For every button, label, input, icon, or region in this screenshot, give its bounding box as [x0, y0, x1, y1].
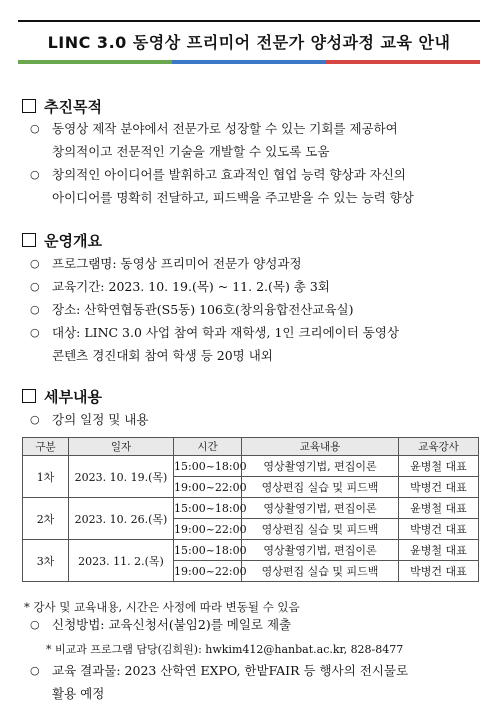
title-bar-red	[326, 60, 480, 64]
checkbox-square-icon	[22, 99, 36, 113]
col-header-instructor: 교육강사	[399, 438, 479, 456]
cell-date: 2023. 10. 26.(목)	[69, 498, 174, 540]
cell-round: 3차	[23, 540, 69, 582]
overview-item-1-text: 프로그램명: 동영상 프리미어 전문가 양성과정	[52, 256, 302, 271]
overview-item-4-line1: 대상: LINC 3.0 사업 참여 학과 재학생, 1인 크리에이터 동영상	[52, 325, 400, 340]
cell-content: 영상편집 실습 및 피드백	[242, 519, 399, 540]
title-bar-green	[18, 60, 172, 64]
cell-content: 영상촬영기법, 편집이론	[242, 498, 399, 519]
purpose-item-2-line2: 아이디어를 명확히 전달하고, 피드백을 주고받을 수 있는 능력 향상	[52, 190, 414, 205]
circle-bullet-icon: ○	[30, 280, 40, 293]
circle-bullet-icon: ○	[30, 168, 40, 181]
circle-bullet-icon: ○	[30, 664, 40, 677]
section-heading-details	[22, 386, 102, 407]
details-sub-text: 강의 일정 및 내용	[52, 412, 149, 427]
cell-instructor: 박병건 대표	[399, 519, 479, 540]
cell-time: 19:00~22:00	[174, 477, 242, 498]
cell-round: 2차	[23, 498, 69, 540]
title-bar-blue	[172, 60, 326, 64]
checkbox-square-icon	[22, 233, 36, 247]
purpose-item-1-line2: 창의적이고 전문적인 기술을 개발할 수 있도록 도움	[52, 144, 330, 159]
overview-item-2-text: 교육기간: 2023. 10. 19.(목) ~ 11. 2.(목) 총 3회	[52, 279, 330, 294]
col-header-time: 시간	[174, 438, 242, 456]
cell-time: 19:00~22:00	[174, 519, 242, 540]
section-heading-details-label: 세부내용	[44, 388, 102, 406]
cell-instructor: 박병건 대표	[399, 477, 479, 498]
checkbox-square-icon	[22, 389, 36, 403]
purpose-item-1-line1: 동영상 제작 분야에서 전문가로 성장할 수 있는 기회를 제공하여	[52, 121, 398, 136]
cell-time: 15:00~18:00	[174, 498, 242, 519]
circle-bullet-icon: ○	[30, 257, 40, 270]
section-heading-purpose-label: 추진목적	[44, 98, 102, 116]
schedule-header-row	[23, 438, 479, 456]
title-box	[18, 20, 480, 60]
apply-method-text: 신청방법: 교육신청서(붙임2)를 메일로 제출	[52, 617, 292, 632]
cell-time: 19:00~22:00	[174, 561, 242, 582]
purpose-item-2-line1: 창의적인 아이디어를 발휘하고 효과적인 협업 능력 향상과 자신의	[52, 167, 406, 182]
contact-note: * 비교과 프로그램 담당(김희원): hwkim412@hanbat.ac.kr, 828-8477	[46, 643, 404, 656]
cell-round: 1차	[23, 456, 69, 498]
cell-date: 2023. 10. 19.(목)	[69, 456, 174, 498]
result-item-line2: 활용 예정	[52, 686, 105, 701]
schedule-table	[22, 437, 479, 582]
col-header-date: 일자	[69, 438, 174, 456]
cell-content: 영상촬영기법, 편집이론	[242, 456, 399, 477]
circle-bullet-icon: ○	[30, 122, 40, 135]
result-item-line1: 교육 결과물: 2023 산학연 EXPO, 한밭FAIR 등 행사의 전시물로	[52, 663, 409, 678]
cell-content: 영상편집 실습 및 피드백	[242, 561, 399, 582]
cell-instructor: 윤병철 대표	[399, 498, 479, 519]
circle-bullet-icon: ○	[30, 303, 40, 316]
table-row	[23, 498, 479, 519]
cell-content: 영상편집 실습 및 피드백	[242, 477, 399, 498]
overview-item-4-line2: 콘텐츠 경진대회 참여 학생 등 20명 내외	[52, 348, 273, 363]
cell-time: 15:00~18:00	[174, 540, 242, 561]
col-header-round: 구분	[23, 438, 69, 456]
title-color-bars	[18, 60, 480, 64]
overview-item-3-text: 장소: 산학연협동관(S5동) 106호(창의융합전산교육실)	[52, 302, 354, 317]
circle-bullet-icon: ○	[30, 413, 40, 426]
col-header-content: 교육내용	[242, 438, 399, 456]
circle-bullet-icon: ○	[30, 326, 40, 339]
cell-time: 15:00~18:00	[174, 456, 242, 477]
cell-content: 영상촬영기법, 편집이론	[242, 540, 399, 561]
section-heading-purpose	[22, 96, 102, 117]
section-heading-overview	[22, 230, 102, 251]
page-title: LINC 3.0 동영상 프리미어 전문가 양성과정 교육 안내	[47, 33, 451, 52]
cell-instructor: 박병건 대표	[399, 561, 479, 582]
table-row	[23, 456, 479, 477]
section-heading-overview-label: 운영개요	[44, 232, 102, 250]
table-row	[23, 540, 479, 561]
cell-instructor: 윤병철 대표	[399, 456, 479, 477]
schedule-note: * 강사 및 교육내용, 시간은 사정에 따라 변동될 수 있음	[24, 600, 300, 614]
cell-date: 2023. 11. 2.(목)	[69, 540, 174, 582]
cell-instructor: 윤병철 대표	[399, 540, 479, 561]
circle-bullet-icon: ○	[30, 618, 40, 631]
